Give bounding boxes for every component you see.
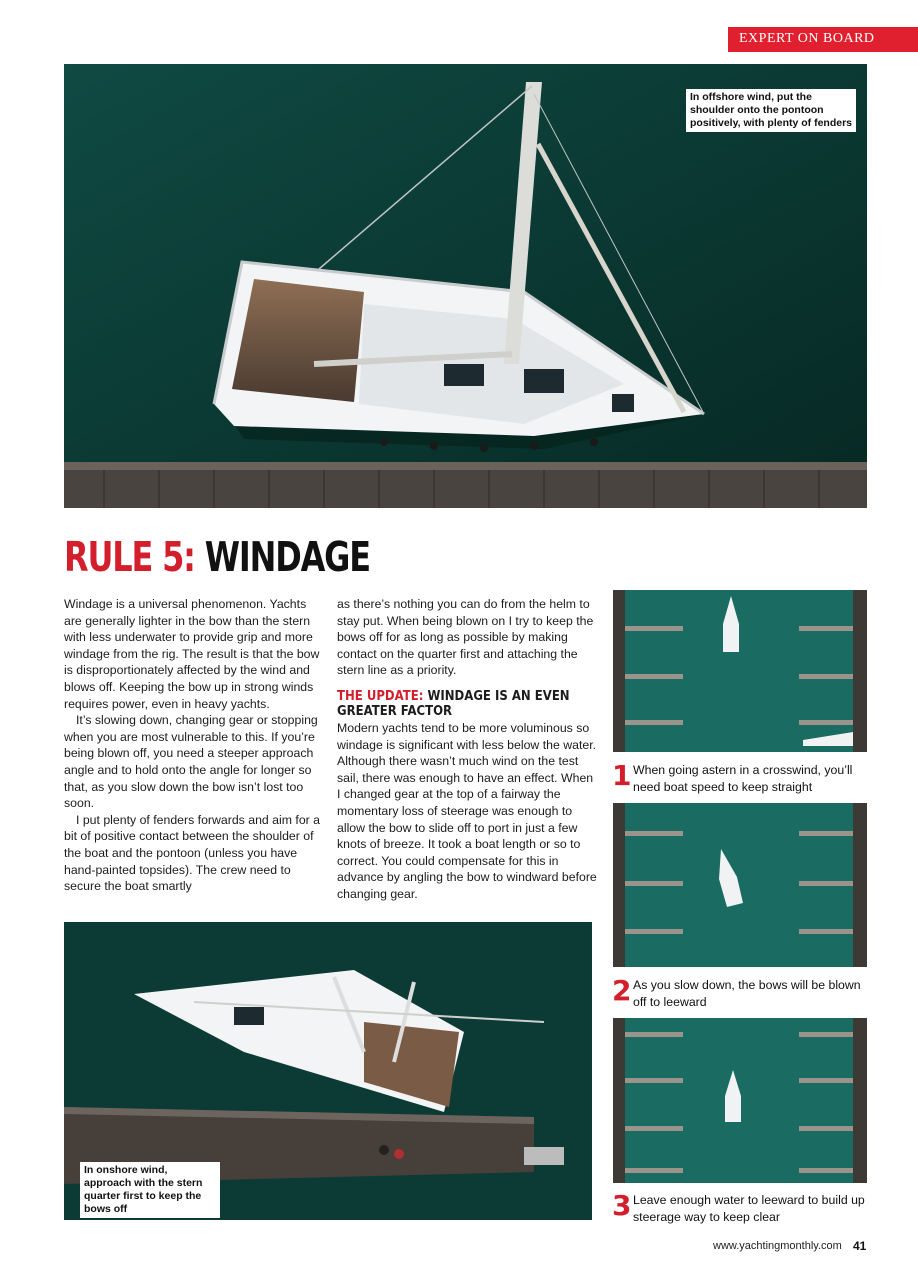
- step-2-text: As you slow down, the bows will be blown off to leeward: [633, 978, 861, 1009]
- step-1-photo: [613, 590, 867, 752]
- body-column-2: [337, 596, 599, 903]
- footer-url: www.yachtingmonthly.com: [713, 1240, 842, 1252]
- step-3-photo: [613, 1018, 867, 1183]
- headline-rule: RULE 5:: [64, 533, 195, 581]
- section-tag: EXPERT ON BOARD: [728, 27, 918, 52]
- hero-caption: In offshore wind, put the shoulder onto the pontoon positively, with plenty of fenders: [686, 89, 856, 132]
- page-number: 41: [853, 1239, 867, 1253]
- step-2-photo: [613, 803, 867, 967]
- headline: [64, 532, 370, 582]
- headline-topic: WINDAGE: [204, 533, 370, 581]
- step-3-number: 3: [612, 1189, 632, 1222]
- body-paragraph: Modern yachts tend to be more voluminous so windage is significant with less below the water. Although there wasn’t much wind on the test sail, there was enough to have an effect. When I changed gear at the top of a fairway the momentary loss of steerage was enough to allow the bow to slide off to port in just a few knots of breeze. It took a boat length or so to correct. You could compensate for this in advance by angling the bow to windward before changing gear.: [337, 720, 597, 901]
- step-3: [612, 1189, 872, 1232]
- step-1-number: 1: [612, 759, 632, 792]
- body-paragraph: Windage is a universal phenomenon. Yachts are generally lighter in the bow than the stern with less underwater to provide grip and more windage from the rig. The result is that the bow is disproportionately affected by the wind and blows off. Keeping the bow up in strong winds requires power, even in heavy yachts.: [64, 597, 320, 711]
- step-2-number: 2: [612, 974, 632, 1007]
- body-paragraph: as there’s nothing you can do from the helm to stay put. When being blown on I try to keep the bows off for as long as possible by making contact on the quarter first and attaching the stern line as a priority.: [337, 597, 594, 678]
- step-1-text: When going astern in a crosswind, you’ll need boat speed to keep straight: [633, 763, 853, 794]
- bottom-caption: In onshore wind, approach with the stern quarter first to keep the bows off: [80, 1162, 220, 1218]
- step-1: [612, 759, 872, 802]
- update-subhead: [337, 689, 589, 720]
- update-title: WINDAGE IS AN EVEN GREATER FACTOR: [337, 688, 570, 720]
- body-paragraph: It’s slowing down, changing gear or stopping when you are most vulnerable to this. If you’re being blown off, you need a steeper approach angle and to hold onto the angle for longer so that, as you slow down the bow isn’t lost too soon.: [64, 713, 318, 811]
- update-label: THE UPDATE:: [337, 688, 424, 704]
- body-column-1: [64, 596, 326, 895]
- step-3-text: Leave enough water to leeward to build up steerage way to keep clear: [633, 1193, 865, 1224]
- step-2: [612, 974, 872, 1017]
- body-paragraph: I put plenty of fenders forwards and aim for a bit of positive contact between the shoulder of the boat and the pontoon (unless you have hand-painted topsides). The crew need to secure the boat smartly: [64, 812, 321, 894]
